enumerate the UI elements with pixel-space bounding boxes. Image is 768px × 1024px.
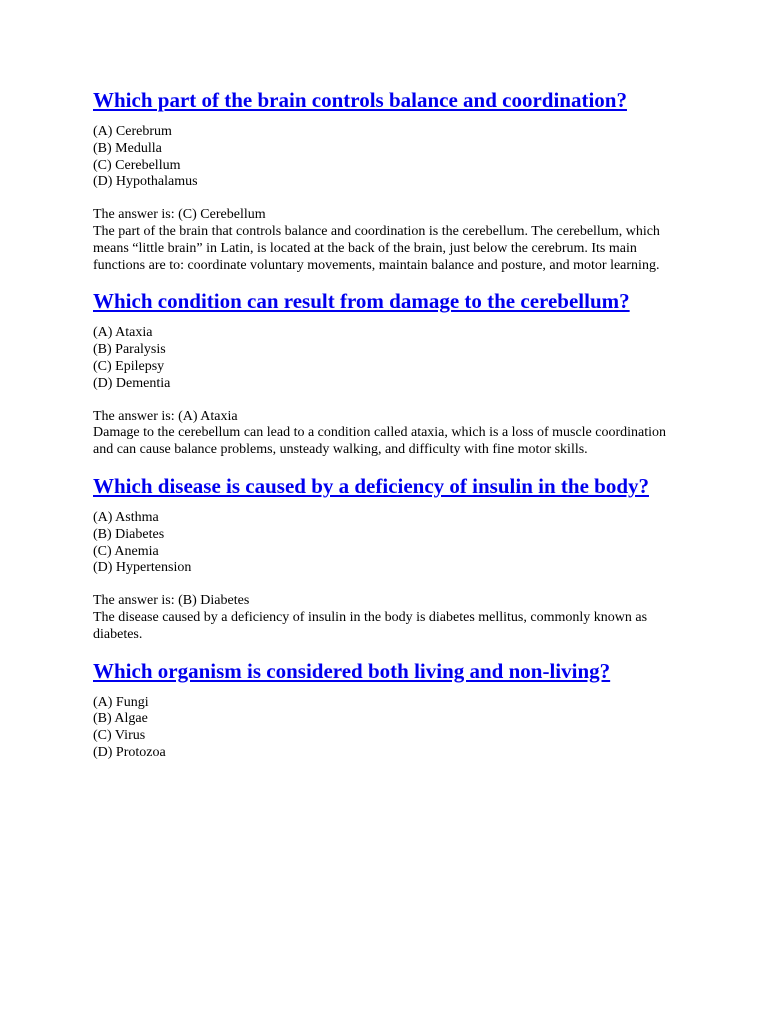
- question-link[interactable]: Which disease is caused by a deficiency of insulin in the body?: [93, 473, 649, 498]
- option-item: (B) Medulla: [93, 140, 162, 156]
- option-item: (D) Protozoa: [93, 744, 166, 760]
- option-item: (A) Asthma: [93, 509, 159, 525]
- question-link[interactable]: Which part of the brain controls balance and coordination?: [93, 88, 627, 112]
- option-item: (C) Cerebellum: [93, 157, 181, 173]
- question-block: [93, 289, 683, 474]
- option-item: (B) Paralysis: [93, 342, 166, 358]
- question-block: [93, 88, 683, 289]
- options-list: [93, 325, 683, 392]
- question-block: [93, 659, 683, 762]
- option-item: (C) Epilepsy: [93, 358, 165, 374]
- options-list: [93, 510, 683, 577]
- option-item: (B) Diabetes: [93, 526, 165, 542]
- options-list: [93, 124, 683, 191]
- question-link[interactable]: Which organism is considered both living and non-living?: [93, 658, 611, 683]
- question-block: [93, 474, 683, 659]
- options-list: [93, 695, 683, 762]
- option-item: (B) Algae: [93, 711, 148, 727]
- answer-text: The answer is: (C) Cerebellum: [93, 207, 266, 223]
- explanation-text: Damage to the cerebellum can lead to a condition called ataxia, which is a loss of muscle coordination and can cause balance problems, unsteady walking, and difficulty with fine motor skills.: [93, 425, 667, 458]
- option-item: (D) Hypothalamus: [93, 174, 198, 190]
- option-item: (A) Fungi: [93, 694, 149, 710]
- answer-block: [93, 593, 683, 643]
- option-item: (D) Dementia: [93, 375, 171, 391]
- explanation-text: The part of the brain that controls balance and coordination is the cerebellum. The cerebellum, which means “little brain” in Latin, is located at the back of the brain, just below the cerebrum. Its main functions are to: coordinate voluntary movements, maintain balance and posture, and motor learning.: [93, 223, 660, 273]
- option-item: (A) Cerebrum: [93, 124, 172, 139]
- option-item: (D) Hypertension: [93, 560, 192, 576]
- explanation-text: The disease caused by a deficiency of insulin in the body is diabetes mellitus, commonly known as diabetes.: [93, 609, 648, 642]
- answer-block: [93, 409, 683, 459]
- answer-block: [93, 207, 683, 274]
- answer-text: The answer is: (B) Diabetes: [93, 593, 250, 609]
- option-item: (C) Virus: [93, 728, 146, 744]
- answer-text: The answer is: (A) Ataxia: [93, 408, 238, 424]
- option-item: (A) Ataxia: [93, 325, 153, 341]
- question-link[interactable]: Which condition can result from damage to the cerebellum?: [93, 289, 630, 314]
- option-item: (C) Anemia: [93, 543, 159, 559]
- document-body: [93, 88, 683, 762]
